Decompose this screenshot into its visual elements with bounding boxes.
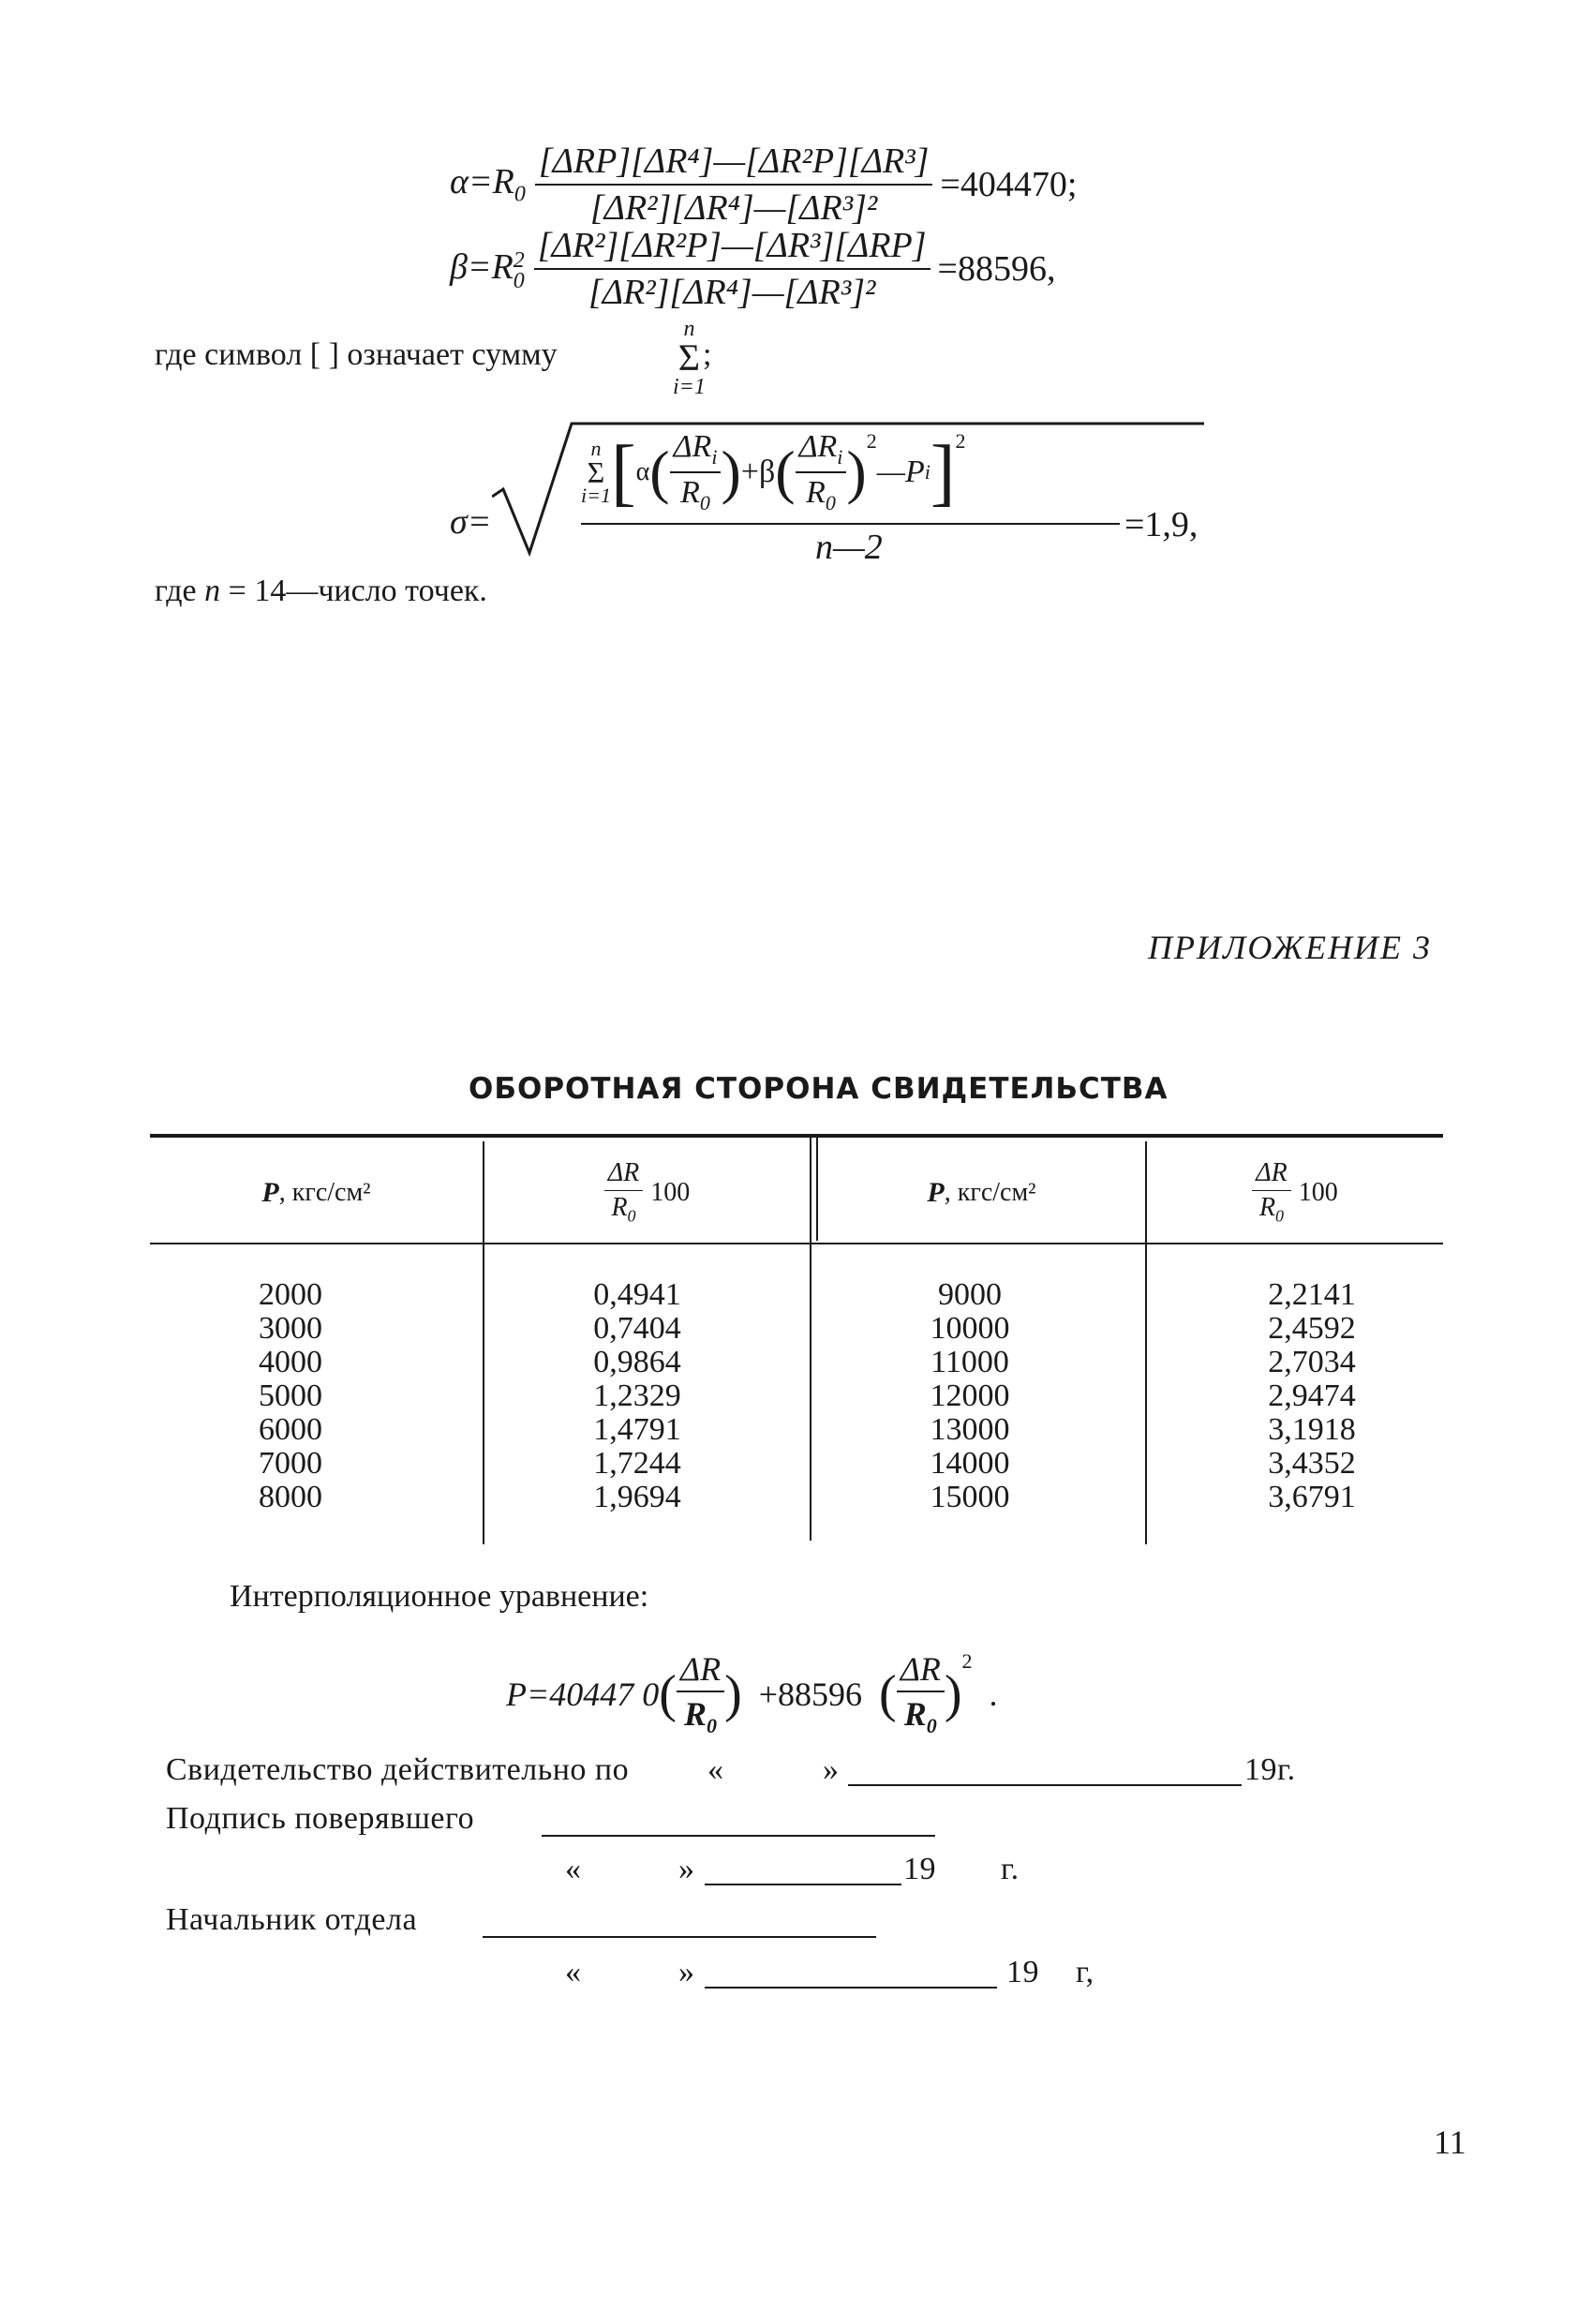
sum-symbol: n Σ i=1 — [673, 317, 706, 399]
validity-line[interactable] — [848, 1784, 1242, 1786]
table-cell: 1,7244 — [593, 1446, 681, 1481]
table-cell: 1,4791 — [593, 1412, 681, 1447]
table-header-rule — [150, 1243, 1443, 1244]
verifier-signature-line[interactable] — [542, 1835, 935, 1837]
beta-fraction — [534, 225, 930, 313]
table-cell: 1,9694 — [593, 1480, 681, 1514]
interp-frac-1: $\frac{\Delta R}{R_0}$ — [677, 1649, 724, 1738]
table-cell: 13000 — [930, 1412, 1010, 1447]
date2-suffix: г, — [1076, 1955, 1094, 1989]
validity-label: Свидетельство действительно по — [166, 1752, 630, 1787]
table-cell: 7000 — [259, 1446, 322, 1481]
n-note: где n = 14—число точек. — [155, 574, 487, 608]
beta-denominator: [ΔR²][ΔR⁴]—[ΔR³]² — [588, 273, 876, 312]
table-cell: 2,9474 — [1268, 1378, 1356, 1413]
date2-quote-open: « — [565, 1955, 582, 1989]
table-col-dr-1 — [553, 1278, 722, 1514]
table-cell: 2000 — [259, 1277, 322, 1312]
header-dr-2: $\frac{\Delta R}{R_0}$ 100 — [1147, 1148, 1443, 1237]
date1-year: 19 — [903, 1852, 936, 1886]
header-dr-1: $\frac{\Delta R}{R_0}$ 100 — [484, 1148, 810, 1237]
formula-sigma — [450, 412, 1246, 572]
table-cell: 3,4352 — [1268, 1446, 1356, 1481]
date2-line[interactable] — [705, 1987, 997, 1989]
page-number: 11 — [1434, 2123, 1466, 2161]
interpolation-label: Интерполяционное уравнение: — [230, 1579, 649, 1614]
alpha-result: =404470; — [940, 165, 1078, 204]
col-divider-3 — [1145, 1141, 1147, 1544]
beta-lhs: β=R 2 0 — [450, 247, 525, 293]
sigma-numerator: n Σ i=1 [ α ( $\frac{\Delta R_i}{R_0}$ ) +β ( $\frac{\Delta R_i}{R_0}$ ) $^2$ —P i ] $^2$ — [581, 429, 966, 514]
table-cell: 8000 — [259, 1480, 322, 1514]
table-title: ОБОРОТНАЯ СТОРОНА СВИДЕТЕЛЬСТВА — [469, 1072, 1169, 1106]
head-label: Начальник отдела — [166, 1902, 418, 1937]
right-bracket: ] — [930, 430, 956, 514]
left-bracket: [ — [610, 430, 636, 514]
appendix-title: ПРИЛОЖЕНИЕ 3 — [1148, 929, 1432, 966]
table-cell: 2,4592 — [1268, 1311, 1356, 1346]
beta-result: =88596, — [937, 249, 1056, 289]
date1-suffix: г. — [1001, 1852, 1020, 1886]
col-divider-2b — [816, 1138, 818, 1241]
header-p-2: P , кгс/см² — [927, 1176, 1036, 1208]
interp-frac-2: $\frac{\Delta R}{R_0}$ — [897, 1649, 945, 1738]
table-cell: 9000 — [938, 1277, 1002, 1312]
table-cell: 1,2329 — [593, 1378, 681, 1413]
date1-quote-open: « — [565, 1852, 582, 1886]
alpha-fraction — [535, 141, 933, 229]
table-cell: 6000 — [259, 1412, 322, 1447]
table-cell: 0,4941 — [593, 1277, 681, 1312]
interpolation-equation: P=40447 0 ( $\frac{\Delta R}{R_0}$ ) +88596 ( $\frac{\Delta R}{R_0}$ ) $^2$ . — [506, 1649, 998, 1738]
sigma-denominator: n—2 — [815, 528, 883, 567]
table-cell: 3000 — [259, 1311, 322, 1346]
sigma-result: =1,9, — [1124, 505, 1198, 544]
table-cell: 12000 — [930, 1378, 1010, 1413]
sum-note — [155, 337, 558, 373]
header-p-1: P , кгс/см² — [261, 1176, 371, 1208]
table-cell: 2,2141 — [1268, 1277, 1356, 1312]
alpha-denominator: [ΔR²][ΔR⁴]—[ΔR³]² — [589, 188, 878, 228]
table-cell: 11000 — [930, 1345, 1009, 1379]
table-cell: 2,7034 — [1268, 1345, 1356, 1379]
col-divider-2a — [810, 1138, 811, 1541]
sigma-frac-1: $\frac{\Delta R_i}{R_0}$ — [670, 429, 722, 515]
validity-quote-open: « — [707, 1752, 724, 1787]
beta-numerator: [ΔR²][ΔR²P]—[ΔR³][ΔRP] — [534, 225, 930, 270]
table-cell: 0,9864 — [593, 1345, 681, 1379]
table-top-rule — [150, 1134, 1443, 1138]
sum-note-text: где символ [ ] означает сумму — [155, 337, 558, 372]
formula-alpha — [450, 141, 1077, 229]
table-cell: 3,6791 — [1268, 1480, 1356, 1514]
table-cell: 0,7404 — [593, 1311, 681, 1346]
table-cell: 5000 — [259, 1378, 322, 1413]
col-divider-1 — [483, 1141, 484, 1544]
date2-year: 19 — [1006, 1955, 1039, 1989]
inner-sum: n Σ i=1 — [581, 436, 611, 507]
table-cell: 15000 — [930, 1480, 1010, 1514]
date2-quote-close: » — [678, 1955, 695, 1989]
date1-quote-close: » — [678, 1852, 695, 1886]
table-cell: 10000 — [930, 1311, 1010, 1346]
sigma-frac-2: $\frac{\Delta R_i}{R_0}$ — [796, 429, 847, 515]
table-cell: 3,1918 — [1268, 1412, 1356, 1447]
table-col-p-1 — [206, 1278, 375, 1514]
sigma-fraction-bar — [581, 523, 1120, 525]
head-signature-line[interactable] — [483, 1936, 876, 1938]
table-cell: 14000 — [930, 1446, 1010, 1481]
table-col-dr-2 — [1228, 1278, 1396, 1514]
validity-year: 19г. — [1244, 1752, 1296, 1787]
table-col-p-2 — [886, 1278, 1054, 1514]
verifier-label: Подпись поверявшего — [166, 1801, 475, 1836]
alpha-numerator: [ΔRP][ΔR⁴]—[ΔR²P][ΔR³] — [535, 141, 933, 186]
alpha-lhs: $\alpha=R_0$ — [450, 162, 526, 207]
validity-quote-close: » — [823, 1752, 840, 1787]
date1-line[interactable] — [705, 1884, 901, 1885]
table-cell: 4000 — [259, 1345, 322, 1379]
sigma-lhs: σ= — [450, 502, 492, 542]
formula-beta — [450, 225, 1055, 313]
sum-note-tail: ; — [703, 337, 712, 372]
